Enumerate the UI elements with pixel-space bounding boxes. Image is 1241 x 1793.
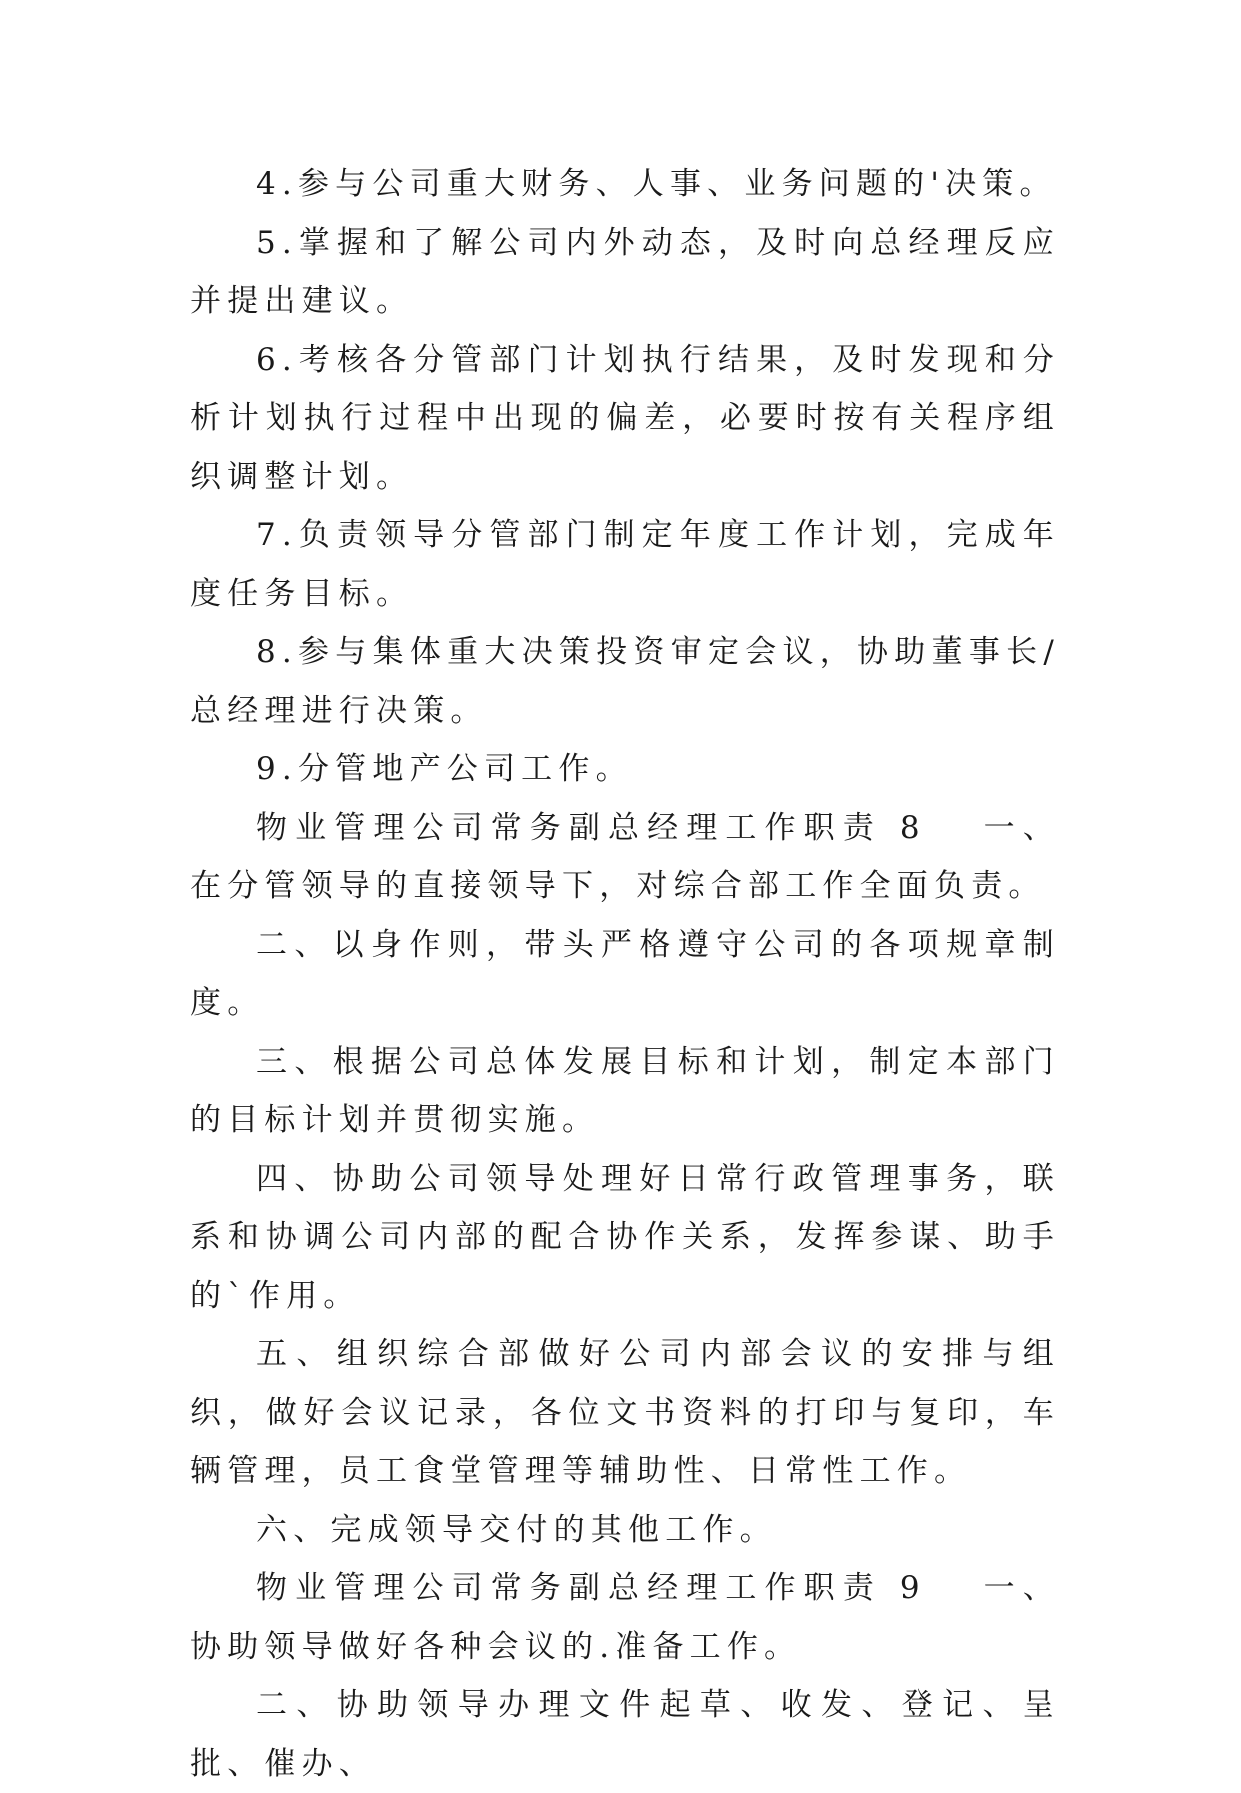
paragraph-item-9	[190, 740, 1060, 799]
paragraph-text: 一、在分管领导的直接领导下，对综合部工作全面负责。	[190, 809, 1060, 904]
paragraph-text: 8.参与集体重大决策投资审定会议，协助董事长/总经理进行决策。	[190, 634, 1060, 729]
paragraph-item-4	[190, 155, 1060, 214]
paragraph-text: 三、根据公司总体发展目标和计划，制定本部门的目标计划并贯彻实施。	[190, 1043, 1060, 1138]
section-9-item-2	[190, 1676, 1060, 1793]
paragraph-item-5	[190, 214, 1060, 331]
paragraph-text: 二、以身作则，带头严格遵守公司的各项规章制度。	[190, 926, 1060, 1021]
paragraph-text: 四、协助公司领导处理好日常行政管理事务，联系和协调公司内部的配合协作关系，发挥参谋、助手的`作用。	[190, 1160, 1060, 1314]
section-9-paragraph	[190, 1559, 1060, 1676]
section-8-item-6	[190, 1501, 1060, 1560]
section-8-paragraph	[190, 799, 1060, 916]
section-heading: 物业管理公司常务副总经理工作职责 8	[256, 809, 926, 846]
paragraph-text: 5.掌握和了解公司内外动态，及时向总经理反应并提出建议。	[190, 224, 1060, 319]
paragraph-text: 六、完成领导交付的其他工作。	[256, 1511, 777, 1548]
paragraph-text: 二、协助领导办理文件起草、收发、登记、呈批、催办、	[190, 1687, 1060, 1782]
document-body	[190, 155, 1060, 1793]
paragraph-text: 五、组织综合部做好公司内部会议的安排与组织，做好会议记录，各位文书资料的打印与复印，车辆管理，员工食堂管理等辅助性、日常性工作。	[190, 1336, 1060, 1489]
section-8-item-3	[190, 1033, 1060, 1150]
section-8-item-5	[190, 1325, 1060, 1501]
paragraph-text: 4.参与公司重大财务、人事、业务问题的'决策。	[256, 166, 1057, 202]
paragraph-text: 7.负责领导分管部门制定年度工作计划，完成年度任务目标。	[190, 517, 1060, 612]
paragraph-item-6	[190, 331, 1060, 507]
section-8-item-2	[190, 916, 1060, 1033]
paragraph-item-8	[190, 623, 1060, 740]
paragraph-text: 6.考核各分管部门计划执行结果，及时发现和分析计划执行过程中出现的偏差，必要时按有关程序组织调整计划。	[190, 341, 1060, 495]
section-heading: 物业管理公司常务副总经理工作职责 9	[256, 1570, 926, 1606]
paragraph-text: 9.分管地产公司工作。	[256, 751, 633, 787]
paragraph-text: 一、协助领导做好各种会议的.准备工作。	[190, 1570, 1060, 1665]
paragraph-item-7	[190, 506, 1060, 623]
section-8-item-4	[190, 1150, 1060, 1326]
